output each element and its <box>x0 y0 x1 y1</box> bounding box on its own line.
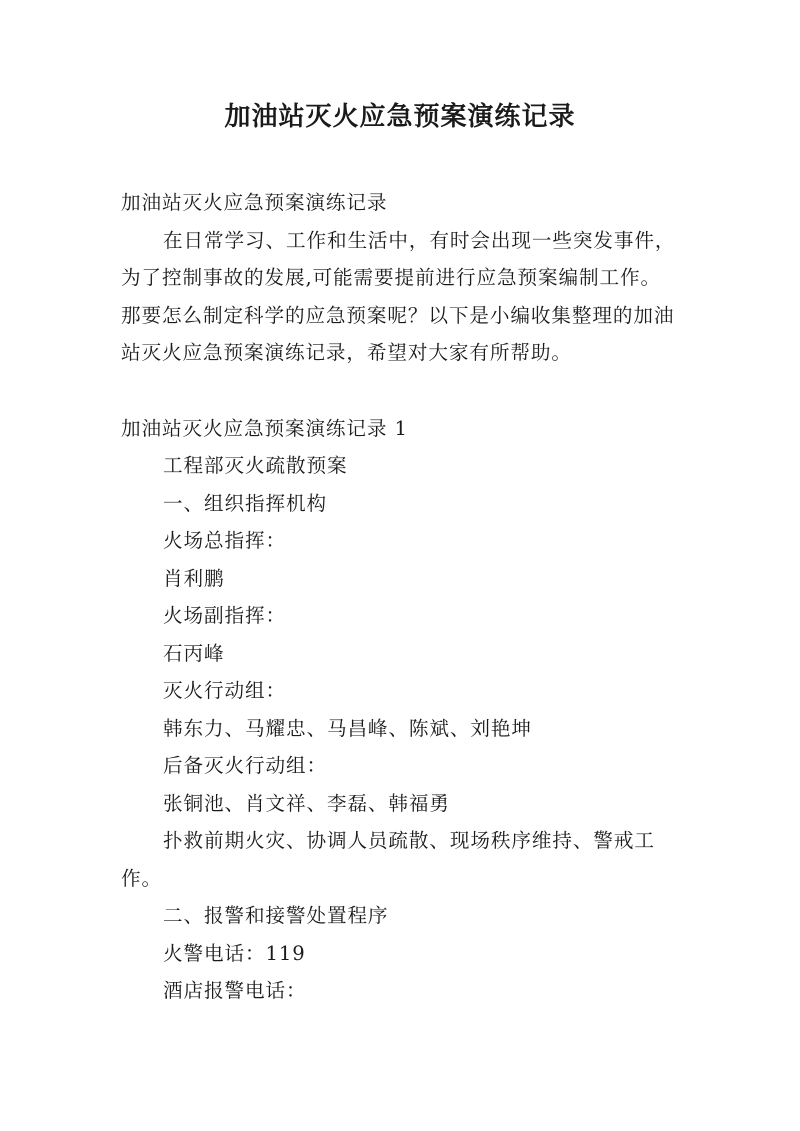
heading-organization: 一、组织指挥机构 <box>163 491 327 515</box>
team-duties: 扑救前期火灾、协调人员疏散、现场秩序维持、警戒工作。 <box>121 829 655 890</box>
plan-title: 工程部灭火疏散预案 <box>163 454 348 477</box>
value-deputy-commander: 石丙峰 <box>163 641 225 665</box>
section-heading: 加油站灭火应急预案演练记录 1 <box>121 416 408 440</box>
value-chief-commander: 肖利鹏 <box>163 566 225 590</box>
label-reserve-team: 后备灭火行动组： <box>163 754 327 777</box>
document-subtitle: 加油站灭火应急预案演练记录 <box>121 191 388 214</box>
paragraph-spacer <box>121 372 681 410</box>
value-reserve-team: 张铜池、肖文祥、李磊、韩福勇 <box>163 791 450 815</box>
label-firefighting-team: 灭火行动组： <box>163 679 286 702</box>
label-chief-commander: 火场总指挥： <box>163 529 286 552</box>
heading-alarm-procedure: 二、报警和接警处置程序 <box>163 904 389 927</box>
intro-paragraph: 在日常学习、工作和生活中，有时会出现一些突发事件，为了控制事故的发展,可能需要提前进行应急预案编制工作。那要怎么制定科学的应急预案呢？以下是小编收集整理的加油站灭火应急预案演练记录，希望对大家有所帮助。 <box>121 228 676 364</box>
fire-alarm-phone: 火警电话：119 <box>163 941 306 965</box>
document-title: 加油站灭火应急预案演练记录 <box>224 102 576 132</box>
value-firefighting-team: 韩东力、马耀忠、马昌峰、陈斌、刘艳坤 <box>163 716 532 740</box>
document-body <box>121 184 681 1010</box>
hotel-alarm-phone: 酒店报警电话： <box>163 979 307 1002</box>
label-deputy-commander: 火场副指挥： <box>163 604 286 627</box>
